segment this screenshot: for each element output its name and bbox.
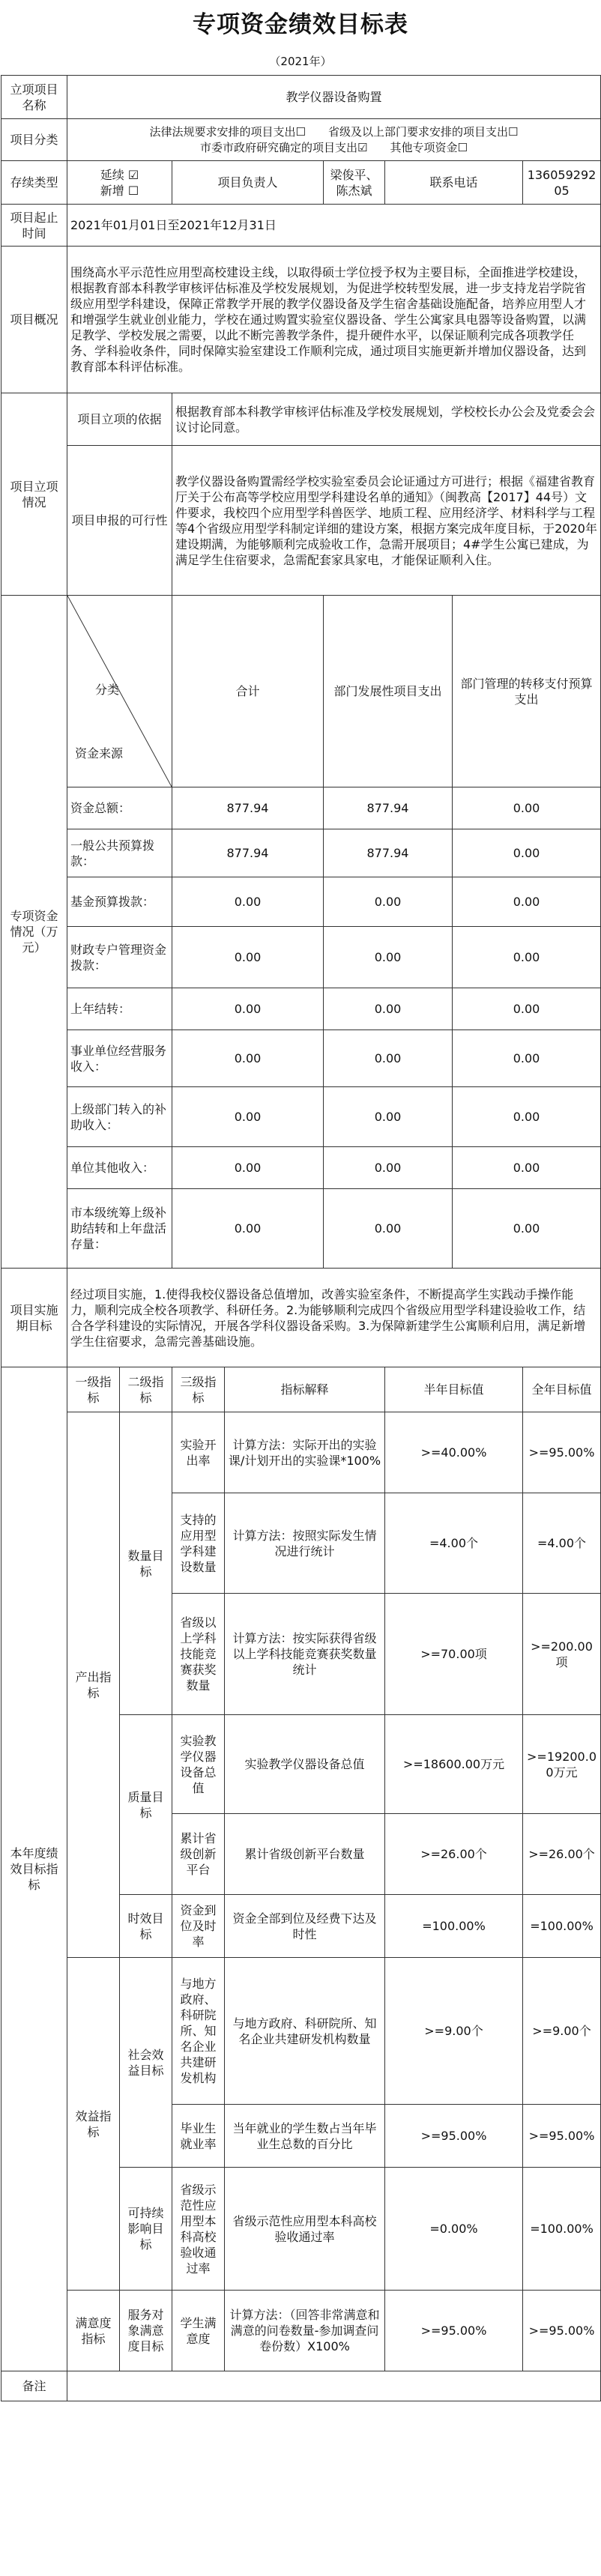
indicator-half: >=40.00% <box>385 1412 523 1493</box>
indicator-explain: 计算方法：（回答非常满意和满意的问卷数量-参加调查问卷份数）X100% <box>225 2291 385 2371</box>
funding-row-transfer: 0.00 <box>453 1147 601 1189</box>
basis-label: 项目立项的依据 <box>67 393 172 446</box>
overview-text: 围绕高水平示范性应用型高校建设主线，以取得硕士学位授予权为主要目标，全面推进学校建设，根据教育部本科教学审核评估标准及学校发展规划，为促进学校转型发展，进一步支持龙岩学院省级应用型学科建设，保障正常教学开展的教学仪器设备及学生宿舍基础设施配备，培养应用型人才和增强学生就业创业能力，学校在通过购置实验室仪器设备、学生公寓家具电器等设备购置，以满足教学、学校发展之需要，以此不断完善教学条件，提升硬件水平，以保证顺利完成各项教学任务、学科验收条件，同时保障实验室建设工作顺利完成，通过项目实施更新并增加仪器设备，达到教育部本科评估标准。 <box>67 247 601 393</box>
indicator-explain: 当年就业的学生数占当年毕业生总数的百分比 <box>225 2105 385 2168</box>
indicator-half: >=26.00个 <box>385 1814 523 1895</box>
indicator-explain: 计算方法：实际开出的实验课/计划开出的实验课*100% <box>225 1412 385 1493</box>
funding-row-transfer: 0.00 <box>453 988 601 1030</box>
funding-row-label: 一般公共预算拨款： <box>67 829 172 877</box>
indicator-explain: 计算方法：按实际获得省级以上学科技能竞赛获奖数量统计 <box>225 1594 385 1715</box>
funding-row-total: 0.00 <box>172 1030 324 1087</box>
funding-col-total: 合计 <box>172 596 324 787</box>
phone-label: 联系电话 <box>385 161 523 205</box>
indicator-half: >=9.00个 <box>385 1958 523 2105</box>
funding-row <box>1 1030 601 1087</box>
funding-row-label: 财政专户管理资金拨款： <box>67 927 172 988</box>
remark-label: 备注 <box>1 2371 67 2401</box>
funding-row-transfer: 0.00 <box>453 1189 601 1269</box>
indicator-half: >=95.00% <box>385 2291 523 2371</box>
funding-row-dept: 0.00 <box>324 1147 453 1189</box>
funding-diagonal-header <box>67 596 172 787</box>
indicator-level3: 毕业生就业率 <box>172 2105 225 2168</box>
indicator-half: =0.00% <box>385 2168 523 2291</box>
funding-row-transfer: 0.00 <box>453 787 601 829</box>
funding-row <box>1 787 601 829</box>
indicator-full: >=200.00项 <box>523 1594 601 1715</box>
indicator-explain: 计算方法：按照实际发生情况进行统计 <box>225 1493 385 1594</box>
funding-row-label: 资金总额： <box>67 787 172 829</box>
indicator-row <box>1 1958 601 2105</box>
indicator-level3: 支持的应用型学科建设数量 <box>172 1493 225 1594</box>
indicators-header-level3: 三级指标 <box>172 1367 225 1412</box>
form-table <box>1 75 601 2401</box>
leader-label: 项目负责人 <box>172 161 324 205</box>
funding-row-total: 0.00 <box>172 1189 324 1269</box>
funding-row <box>1 877 601 927</box>
indicator-explain: 与地方政府、科研院所、知名企业共建研发机构数量 <box>225 1958 385 2105</box>
form-year: （2021年） <box>269 55 332 68</box>
form-title: 专项资金绩效目标表 <box>193 11 408 38</box>
indicator-level3: 与地方政府、科研院所、知名企业共建研发机构 <box>172 1958 225 2105</box>
funding-row-total: 877.94 <box>172 829 324 877</box>
indicator-level3: 累计省级创新平台 <box>172 1814 225 1895</box>
indicator-level1-output: 产出指标 <box>67 1412 120 1958</box>
indicator-level1-satisfaction: 满意度指标 <box>67 2291 120 2371</box>
indicator-explain: 省级示范性应用型本科高校验收通过率 <box>225 2168 385 2291</box>
indicators-header-explain: 指标解释 <box>225 1367 385 1412</box>
funding-row-label: 上年结转： <box>67 988 172 1030</box>
indicator-level3: 实验开出率 <box>172 1412 225 1493</box>
funding-col-transfer: 部门管理的转移支付预算支出 <box>453 596 601 787</box>
indicator-level3: 实验教学仪器设备总值 <box>172 1715 225 1814</box>
project-name-value: 教学仪器设备购置 <box>67 76 601 119</box>
period-value: 2021年01月01日至2021年12月31日 <box>67 205 601 247</box>
funding-row-transfer: 0.00 <box>453 1087 601 1147</box>
funding-row <box>1 927 601 988</box>
indicator-level2-time: 时效目标 <box>120 1895 172 1958</box>
funding-row-label: 基金预算拨款： <box>67 877 172 927</box>
indicator-level2-social: 社会效益目标 <box>120 1958 172 2168</box>
continue-type-options <box>67 161 172 205</box>
funding-row-total: 0.00 <box>172 877 324 927</box>
funding-header-category: 分类 <box>94 683 119 697</box>
indicator-explain: 实验教学仪器设备总值 <box>225 1715 385 1814</box>
continue-option-extend: 延续 ☑ <box>100 167 139 182</box>
funding-row-total: 0.00 <box>172 1147 324 1189</box>
funding-header-source: 资金来源 <box>75 746 124 761</box>
funding-row <box>1 1147 601 1189</box>
phone-value: 13605929205 <box>523 161 601 205</box>
indicator-full: >=19200.00万元 <box>523 1715 601 1814</box>
funding-row-dept: 877.94 <box>324 829 453 877</box>
indicator-full: >=95.00% <box>523 1412 601 1493</box>
overview-label: 项目概况 <box>1 247 67 393</box>
funding-row-label: 单位其他收入： <box>67 1147 172 1189</box>
funding-row-transfer: 0.00 <box>453 829 601 877</box>
funding-row <box>1 1087 601 1147</box>
funding-row-label: 上级部门转入的补助收入： <box>67 1087 172 1147</box>
period-label: 项目起止时间 <box>1 205 67 247</box>
funding-row-dept: 877.94 <box>324 787 453 829</box>
indicator-full: >=95.00% <box>523 2291 601 2371</box>
funding-col-dept: 部门发展性项目支出 <box>324 596 453 787</box>
funding-row-total: 0.00 <box>172 927 324 988</box>
funding-row-transfer: 0.00 <box>453 927 601 988</box>
indicator-level2-quality: 质量目标 <box>120 1715 172 1895</box>
indicator-full: >=26.00个 <box>523 1814 601 1895</box>
funding-row-label: 事业单位经营服务收入： <box>67 1030 172 1087</box>
funding-row-dept: 0.00 <box>324 1189 453 1269</box>
feasibility-text: 教学仪器设备购置需经学校实验室委员会论证通过方可进行；根据《福建省教育厅关于公布高等学校应用型学科建设名单的通知》（闽教高【2017】44号）文件要求，我校四个应用型学科兽医学、地质工程、应用经济学、材料科学与工程等4个省级应用型学科制定详细的建设方案，根据方案完成年度目标，于2020年建设期满，为能够顺利完成验收工作，急需开展项目；4#学生公寓已建成，为满足学生住宿要求，急需配套家具家电，才能保证顺利入住。 <box>172 446 601 596</box>
funding-row-label: 市本级统筹上级补助结转和上年盘活存量： <box>67 1189 172 1269</box>
indicator-full: =4.00个 <box>523 1493 601 1594</box>
indicator-level3: 学生满意度 <box>172 2291 225 2371</box>
indicators-header-level1: 一级指标 <box>67 1367 120 1412</box>
indicator-full: >=9.00个 <box>523 1958 601 2105</box>
indicator-full: =100.00% <box>523 2168 601 2291</box>
indicator-row <box>1 2291 601 2371</box>
funding-row-transfer: 0.00 <box>453 877 601 927</box>
indicators-section-label: 本年度绩效目标指标 <box>1 1367 67 2371</box>
funding-row-total: 0.00 <box>172 1087 324 1147</box>
goal-label: 项目实施期目标 <box>1 1269 67 1367</box>
indicator-level2-sustain: 可持续影响目标 <box>120 2168 172 2291</box>
indicators-header-full: 全年目标值 <box>523 1367 601 1412</box>
project-name-label: 立项项目名称 <box>1 76 67 119</box>
indicator-row <box>1 1412 601 1493</box>
category-options <box>67 119 601 161</box>
indicator-level2-quantity: 数量目标 <box>120 1412 172 1715</box>
funding-row-dept: 0.00 <box>324 988 453 1030</box>
funding-row-total: 877.94 <box>172 787 324 829</box>
continue-option-new: 新增 ☐ <box>100 183 139 198</box>
indicator-half: >=18600.00万元 <box>385 1715 523 1814</box>
funding-section-label: 专项资金情况（万元） <box>1 596 67 1269</box>
indicator-explain: 资金全部到位及经费下达及时性 <box>225 1895 385 1958</box>
funding-row-dept: 0.00 <box>324 877 453 927</box>
goal-text: 经过项目实施，1.使得我校仪器设备总值增加，改善实验室条件，不断提高学生实践动手操作能力，顺利完成全校各项教学、科研任务。2.为能够顺利完成四个省级应用型学科建设验收工作，结合各学科建设的实际情况，开展各学科仪器设备采购。3.为保障新建学生公寓顺利启用，满足新增学生住宿要求，急需完善基础设施。 <box>67 1269 601 1367</box>
feasibility-label: 项目申报的可行性 <box>67 446 172 596</box>
leader-value: 梁俊平、陈杰斌 <box>324 161 385 205</box>
indicator-explain: 累计省级创新平台数量 <box>225 1814 385 1895</box>
category-options-line2: 市委市政府研究确定的项目支出☑ 其他专项资金☐ <box>200 140 468 154</box>
indicator-half: >=95.00% <box>385 2105 523 2168</box>
funding-row <box>1 829 601 877</box>
indicators-header-level2: 二级指标 <box>120 1367 172 1412</box>
remark-value <box>67 2371 601 2401</box>
indicator-half: =100.00% <box>385 1895 523 1958</box>
category-options-line1: 法律法规要求安排的项目支出☐ 省级及以上部门要求安排的项目支出☐ <box>149 124 519 139</box>
indicator-level3: 资金到位及时率 <box>172 1895 225 1958</box>
funding-row-total: 0.00 <box>172 988 324 1030</box>
indicator-level3: 省级示范性应用型本科高校验收通过率 <box>172 2168 225 2291</box>
continue-type-label: 存续类型 <box>1 161 67 205</box>
indicators-header-half: 半年目标值 <box>385 1367 523 1412</box>
indicator-level3: 省级以上学科技能竞赛获奖数量 <box>172 1594 225 1715</box>
approval-label: 项目立项情况 <box>1 393 67 596</box>
indicator-level2-service: 服务对象满意度目标 <box>120 2291 172 2371</box>
funding-row-transfer: 0.00 <box>453 1030 601 1087</box>
funding-row-dept: 0.00 <box>324 927 453 988</box>
funding-row <box>1 988 601 1030</box>
indicator-full: >=95.00% <box>523 2105 601 2168</box>
category-label: 项目分类 <box>1 119 67 161</box>
funding-row <box>1 1189 601 1269</box>
funding-row-dept: 0.00 <box>324 1030 453 1087</box>
funding-row-dept: 0.00 <box>324 1087 453 1147</box>
basis-text: 根据教育部本科教学审核评估标准及学校发展规划，学校校长办公会及党委会会议讨论同意。 <box>172 393 601 446</box>
indicator-full: =100.00% <box>523 1895 601 1958</box>
indicator-level1-effect: 效益指标 <box>67 1958 120 2291</box>
indicator-half: >=70.00项 <box>385 1594 523 1715</box>
indicator-half: =4.00个 <box>385 1493 523 1594</box>
